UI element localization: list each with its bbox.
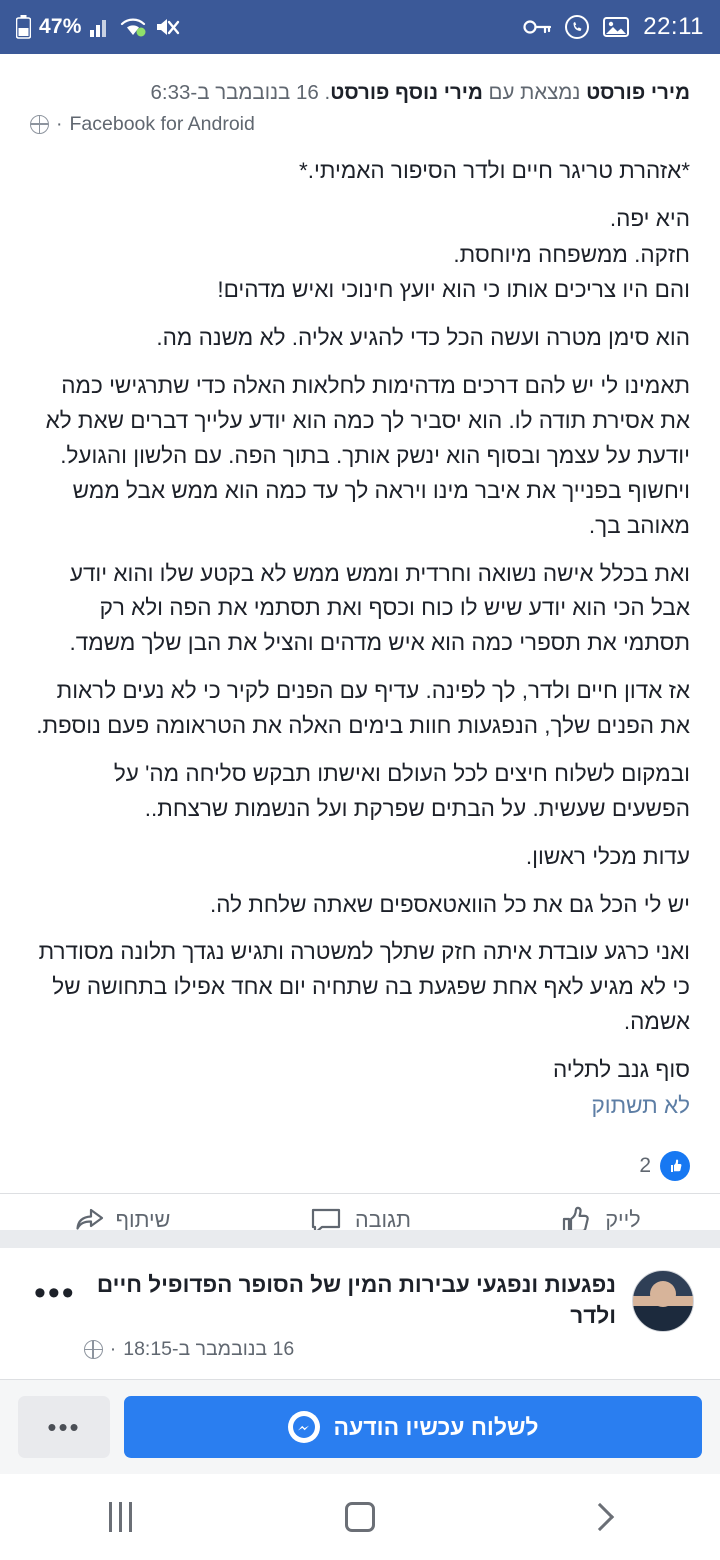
comment-action-label: תגובה <box>354 1208 412 1231</box>
back-chevron-icon <box>586 1503 614 1531</box>
battery-icon <box>16 15 31 39</box>
reaction-count: 2 <box>639 1153 651 1177</box>
system-nav-bar <box>0 1474 720 1560</box>
post-paragraph: *אזהרת טריגר חיים ולדר הסיפור האמיתי.* <box>299 157 690 183</box>
post-paragraph: ואת בכלל אישה נשואה וחרדית וממש ממש לא בקטע שלו והוא יודע אבל הכי הוא יודע שיש לו כוח וכסף ואת תסתמי את הפה ולא רק תסתמי את תספרי כמה הוא איש מדהים והציל את הבן שלך משמד. <box>69 560 690 656</box>
share-button[interactable] <box>0 1206 240 1231</box>
home-button[interactable] <box>300 1487 420 1547</box>
post-paragraph: הוא סימן מטרה ועשה הכל כדי להגיע אליה. לא משנה מה. <box>156 325 690 351</box>
post-paragraph: ובמקום לשלוח חיצים לכל העולם ואישתו תבקש סליחה מה' על הפשעים שעשית. על הבתים שפרקת ועל הנשמות שרצחת.. <box>113 760 690 821</box>
globe-icon <box>84 1340 103 1359</box>
like-button[interactable] <box>480 1206 720 1231</box>
post-body <box>30 136 690 1124</box>
like-thumb-icon <box>660 1151 690 1181</box>
more-options-icon: ••• <box>47 1411 81 1442</box>
page-timestamp[interactable]: 16 בנובמבר ב-18:15 <box>123 1338 295 1360</box>
comment-button[interactable] <box>240 1206 480 1231</box>
page-timestamp-row: 16 בנובמבר ב-18:15 · <box>84 1338 616 1361</box>
vpn-key-icon <box>523 18 551 36</box>
photos-icon <box>603 16 629 38</box>
post-paragraph: אז אדון חיים ולדר, לך לפינה. עדיף עם הפנים לקיר כי לא נעים לראות את הפנים שלך, הנפגעות חוות בימים האלה את הטראומה פעם נוספת. <box>36 678 690 738</box>
share-action-label: שיתוף <box>115 1208 171 1231</box>
feed <box>0 54 720 1230</box>
comment-bubble-icon <box>309 1206 343 1231</box>
post-author[interactable]: מירי פורסט <box>586 81 690 104</box>
more-options-icon[interactable]: ••• <box>34 1274 76 1313</box>
globe-icon <box>30 115 49 134</box>
wifi-icon <box>120 17 146 37</box>
send-message-label: לשלוח עכשיו הודעה <box>333 1413 539 1440</box>
feed-separator <box>0 1230 720 1248</box>
post-paragraph: ואני כרגע עובדת איתה חזק שתלך למשטרה ותגיש נגדך תלונה מסודרת כי לא מגיע לאף אחת שפגעת בה שתחיה יום אחד אפילו בתחושה של אשמה. <box>38 939 690 1035</box>
post-connector: נמצאת עם <box>488 81 581 104</box>
battery-percent: 47% <box>39 15 82 38</box>
whatsapp-icon <box>565 15 589 39</box>
post-source-row: Facebook for Android · <box>30 113 690 136</box>
page-info <box>84 1270 616 1361</box>
post-paragraph: עדות מכלי ראשון. <box>525 843 690 869</box>
clock: 22:11 <box>643 13 704 40</box>
status-bar-right <box>523 13 704 41</box>
thumbs-up-icon <box>559 1206 593 1231</box>
post-paragraph: חזקה. ממשפחה מיוחסת. <box>453 241 690 267</box>
post-actions <box>0 1194 720 1231</box>
post-timestamp[interactable]: 16 בנובמבר ב-6:33 <box>150 81 319 104</box>
post-source: Facebook for Android <box>69 112 255 135</box>
status-bar-left <box>16 15 180 39</box>
reaction-summary[interactable] <box>0 1137 720 1194</box>
mute-icon <box>154 16 180 38</box>
post-header: מירי פורסט נמצאת עם מירי נוסף פורסט. 16 בנובמבר ב-6:33 <box>150 81 690 104</box>
post <box>0 54 720 1124</box>
recents-icon <box>109 1502 132 1532</box>
post-paragraph: סוף גנב לתליה <box>553 1057 690 1082</box>
post-paragraph: תאמינו לי יש להם דרכים מדהימות לחלאות האלה כדי שתרגישי כמה את אסירת תודה לו. הוא יסביר לך כמה הוא יודע עלייך דברים שאת לא יודעת על עצמך ובסוף הוא ינשק אותך. בתוך הפה. עם הלשון והגועל. ויחשוף בפנייך את איבר מינו ויראה לך עד כמה הוא ממש אבל ממש מאוהב בך. <box>45 373 690 538</box>
avatar[interactable] <box>632 1270 694 1332</box>
back-button[interactable] <box>540 1487 660 1547</box>
page-title[interactable]: נפגעות ונפגעי עבירות המין של הסופר הפדופיל חיים ולדר <box>96 1272 616 1328</box>
post-paragraph: היא יפה. <box>609 205 690 231</box>
post-muted-line: לא תשתוק <box>591 1092 690 1118</box>
home-icon <box>345 1502 375 1532</box>
recents-button[interactable] <box>60 1487 180 1547</box>
messenger-icon <box>288 1411 320 1443</box>
status-bar <box>0 0 720 54</box>
like-action-label: לייק <box>605 1208 641 1231</box>
post-paragraph: והם היו צריכים אותו כי הוא יועץ חינוכי ואיש מדהים! <box>217 277 690 303</box>
post-paragraph: יש לי הכל גם את כל הוואטאספים שאתה שלחת לה. <box>210 891 690 917</box>
cta-bar <box>0 1379 720 1474</box>
share-arrow-icon <box>70 1206 104 1231</box>
page-card[interactable] <box>0 1248 720 1379</box>
signal-bars-icon <box>90 17 112 37</box>
more-options-button[interactable] <box>18 1396 110 1458</box>
post-cotag[interactable]: מירי נוסף פורסט <box>330 81 483 104</box>
send-message-button[interactable] <box>124 1396 702 1458</box>
